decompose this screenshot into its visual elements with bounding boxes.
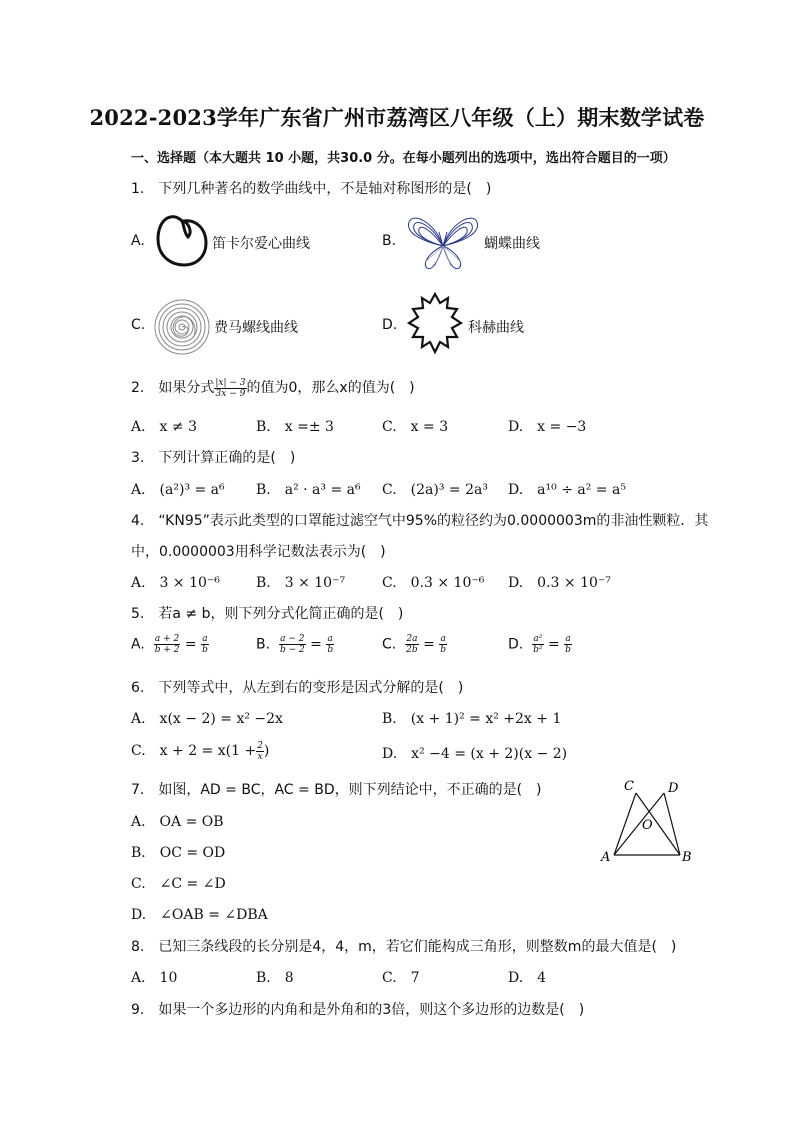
q5-option-a: A. $\frac{a + 2}{b + 2}$ = $\frac{a}{b}$	[131, 634, 208, 655]
q1-option-b-letter: B.	[382, 233, 397, 249]
q6-option-d: D. x² −4 = (x + 2)(x − 2)	[382, 746, 568, 762]
q5b-rnum: a	[327, 634, 333, 644]
q1-option-a-label: 笛卡尔爱心曲线	[212, 236, 310, 252]
fig-label-o: O	[642, 818, 653, 833]
q3-option-a: A. (a²)³ = a⁶	[131, 482, 225, 498]
q5a-rnum: a	[202, 634, 208, 644]
q7-option-b: B. OC = OD	[131, 845, 226, 861]
cardioid-curve-figure	[154, 213, 210, 269]
q4-option-a: A. 3 × 10⁻⁶	[131, 575, 220, 591]
q4-option-c: C. 0.3 × 10⁻⁶	[382, 575, 485, 591]
q5b-rden: b	[327, 645, 334, 655]
q1-option-c-letter: C.	[131, 317, 146, 333]
q1-option-d-letter: D.	[382, 317, 398, 333]
q2-option-a: A. x ≠ 3	[131, 419, 197, 435]
q5b-num: a − 2	[280, 634, 305, 644]
q1-option-d-label: 科赫曲线	[468, 320, 524, 336]
q7-option-c: C. ∠C = ∠D	[131, 876, 226, 892]
q2-fraction	[214, 378, 246, 399]
q5d-num: a²	[533, 634, 543, 644]
butterfly-curve-figure	[405, 212, 481, 272]
q2-stem-prefix: 2. 如果分式	[131, 380, 215, 396]
q3-option-b: B. a² · a³ = a⁶	[256, 482, 361, 498]
fig-label-c: C	[624, 779, 634, 794]
q5a-rden: b	[202, 645, 208, 655]
koch-snowflake-figure	[403, 292, 467, 358]
q5a-num: a + 2	[154, 634, 180, 644]
section-heading: 一、选择题（本大题共 10 小题，共30.0 分。在每小题列出的选项中，选出符合题目的一项）	[131, 151, 676, 166]
question-8-stem: 8. 已知三条线段的长分别是4，4，m，若它们能构成三角形，则整数m的最大值是( )	[131, 939, 677, 955]
q3-option-c: C. (2a)³ = 2a³	[382, 482, 488, 498]
q3-option-d: D. a¹⁰ ÷ a² = a⁵	[508, 482, 626, 498]
question-9-stem: 9. 如果一个多边形的内角和是外角和的3倍，则这个多边形的边数是( )	[131, 1002, 585, 1018]
q8-option-c: C. 7	[382, 970, 420, 986]
q8-option-a: A. 10	[131, 970, 178, 986]
q6-option-c-prefix: C. x + 2 = x(1 +	[131, 743, 257, 759]
q5a-den: b + 2	[154, 645, 180, 655]
q5-option-b-letter: B.	[256, 636, 271, 653]
question-7-stem: 7. 如图，AD = BC，AC = BD，则下列结论中，不正确的是( )	[131, 782, 542, 798]
q2-option-d: D. x = −3	[508, 419, 587, 435]
q5-option-c-letter: C.	[382, 636, 397, 653]
q7-option-a: A. OA = OB	[131, 814, 224, 830]
q4-option-d: D. 0.3 × 10⁻⁷	[508, 575, 611, 591]
q6-option-c-suffix: )	[263, 743, 270, 759]
q5-option-c: C. $\frac{2a}{2b}$ = $\frac{a}{b}$	[382, 634, 447, 655]
q5b-den: b − 2	[279, 645, 305, 655]
page-title: 2022-2023学年广东省广州市荔湾区八年级（上）期末数学试卷	[89, 105, 705, 130]
fermat-spiral-figure	[153, 298, 211, 356]
q4-option-b: B. 3 × 10⁻⁷	[256, 575, 346, 591]
q5-option-a-letter: A.	[131, 636, 145, 653]
question-4-stem-line1: 4. “KN95”表示此类型的口罩能过滤空气中95%的粒径约为0.0000003m的非油性颗粒．其	[131, 513, 709, 529]
q2-fraction-denominator: 3x − 9	[215, 388, 246, 399]
q5-option-d-letter: D.	[508, 636, 524, 653]
q8-option-b: B. 8	[256, 970, 294, 986]
question-3-stem: 3. 下列计算正确的是( )	[131, 450, 296, 466]
fig-label-d: D	[668, 781, 679, 796]
q5d-rden: b	[565, 645, 571, 655]
q2-option-b: B. x =± 3	[256, 419, 334, 435]
q1-option-b-label: 蝴蝶曲线	[484, 236, 540, 252]
q5c-rden: b	[440, 645, 447, 655]
q6-option-b: B. (x + 1)² = x² +2x + 1	[382, 711, 562, 727]
q5d-rnum: a	[565, 634, 571, 644]
q6c-num: 2	[257, 740, 263, 751]
question-4-stem-line2: 中，0.0000003用科学记数法表示为( )	[131, 544, 386, 560]
q1-option-c-label: 费马螺线曲线	[214, 320, 298, 336]
question-1-stem: 1. 下列几种著名的数学曲线中，不是轴对称图形的是( )	[131, 181, 492, 197]
q1-option-a-letter: A.	[131, 233, 145, 249]
question-2-stem	[131, 377, 415, 399]
q6-option-a: A. x(x − 2) = x² −2x	[131, 711, 283, 727]
q2-fraction-numerator: |x| − 3	[215, 377, 246, 388]
q5-option-b: B. $\frac{a - 2}{b - 2}$ = $\frac{a}{b}$	[256, 634, 334, 655]
q7-option-d: D. ∠OAB = ∠DBA	[131, 907, 268, 923]
q5-option-d: D. $\frac{\text{a²}}{\text{b²}}$ = $\frac{a}{b}$	[508, 634, 571, 655]
q6-option-c	[131, 740, 269, 762]
q8-option-d: D. 4	[508, 970, 547, 986]
question-5-stem: 5. 若a ≠ b，则下列分式化简正确的是( )	[131, 606, 404, 622]
quadrilateral-figure	[598, 775, 698, 867]
q6c-den: x	[257, 751, 263, 762]
q5c-den: 2b	[406, 645, 418, 655]
q5c-num: 2a	[406, 634, 418, 644]
fig-label-b: B	[682, 850, 692, 865]
q6c-fraction	[256, 741, 264, 762]
q5d-den: b²	[533, 645, 543, 655]
q5c-rnum: a	[440, 634, 446, 644]
fig-label-a: A	[601, 850, 611, 865]
q2-stem-suffix: 的值为0，那么x的值为( )	[246, 380, 415, 396]
q2-option-c: C. x = 3	[382, 419, 449, 435]
question-6-stem: 6. 下列等式中，从左到右的变形是因式分解的是( )	[131, 680, 464, 696]
